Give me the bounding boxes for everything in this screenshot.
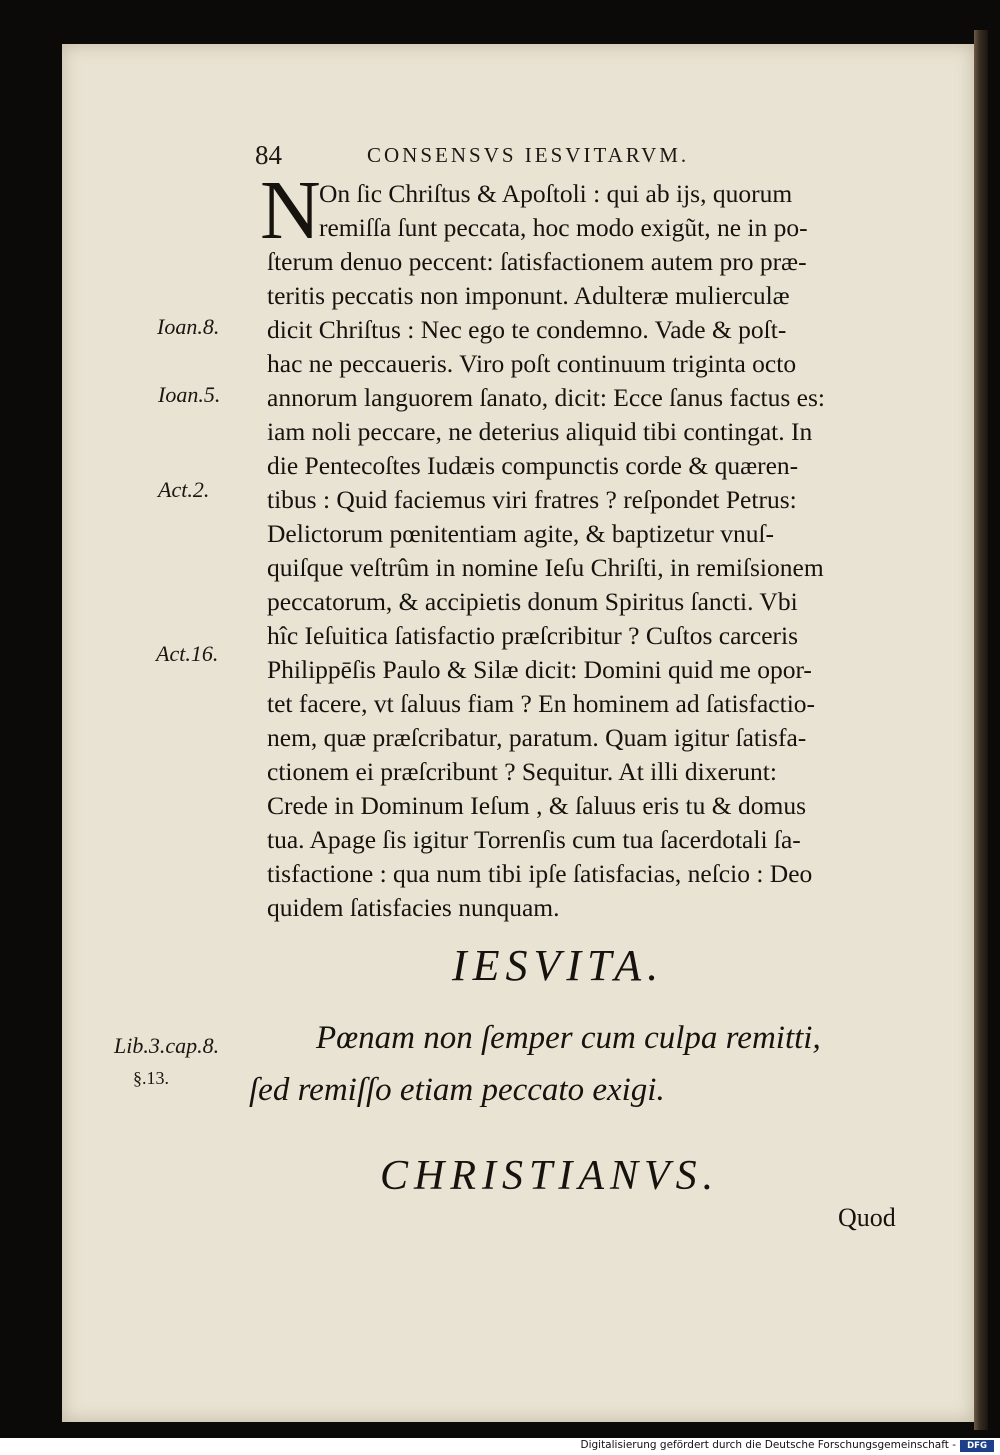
text-line: peccatorum, & accipietis donum Spiritus ſancti. Vbi [267,587,798,616]
margin-note-lib: Lib.3.cap.8. [114,1033,220,1058]
body-paragraph [260,164,927,925]
text-line: quiſque veſtrûm in nomine Ieſu Chriſti, in remiſsionem [267,553,824,582]
page-number: 84 [255,140,282,170]
text-line: teritis peccatis non imponunt. Adulteræ mulierculæ [267,281,790,310]
margin-note-ioan5: Ioan.5. [158,382,221,407]
text-line: tibus : Quid faciemus viri fratres ? reſpondet Petrus: [267,485,797,514]
text-line: annorum languorem ſanato, dicit: Ecce ſanus factus es: [267,383,825,412]
margin-note-ioan8: Ioan.8. [157,314,220,339]
running-title: CONSENSVS IESVITARVM. [367,143,690,167]
drop-cap: N [260,164,321,257]
text-line: tisfactione : qua num tibi ipſe ſatisfacias, neſcio : Deo [267,859,813,888]
jesuita-thesis-line: Pœnam non ſemper cum culpa remitti, [316,1020,821,1056]
jesuita-thesis-line: ſed remiſſo etiam peccato exigi. [249,1072,665,1108]
text-line: Philippēſis Paulo & Silæ dicit: Domini quid me opor- [267,655,812,684]
margin-note-act2: Act.2. [158,477,210,502]
dfg-logo-icon: DFG [960,1440,994,1452]
text-line: quidem ſatisfacies nunquam. [267,893,560,922]
catchword: Quod [838,1203,896,1232]
text-line: Crede in Dominum Ieſum , & ſaluus eris tu & domus [267,791,806,820]
section-heading-jesuita: IESVITA. [452,941,665,990]
footer-credit: Digitalisierung gefördert durch die Deutsche Forschungsgemeinschaft - [580,1439,956,1451]
text-line: ſterum denuo peccent: ſatisfactionem autem pro præ- [267,247,807,276]
text-line: hîc Ieſuitica ſatisfactio præſcribitur ? Cuſtos carceris [267,621,799,650]
margin-note-section: §.13. [133,1068,169,1088]
text-line: ctionem ei præſcribunt ? Sequitur. At illi dixerunt: [267,757,777,786]
text-line: remiſſa ſunt peccata, hoc modo exigũt, ne in po- [319,213,808,242]
text-line: tet facere, vt ſaluus fiam ? En hominem ad ſatisfactio- [267,689,816,718]
book-edge [974,30,988,1430]
text-line: hac ne peccaueris. Viro poſt continuum triginta octo [267,349,797,378]
text-line: nem, quæ præſcribatur, paratum. Quam igitur ſatisfa- [267,723,807,752]
margin-note-act16: Act.16. [156,641,219,666]
page-header [255,140,845,170]
text-line: On ſic Chriſtus & Apoſtoli : qui ab ijs, quorum [319,179,793,208]
section-heading-christianus: CHRISTIANVS. [380,1153,720,1199]
text-line: tua. Apage ſis igitur Torrenſis cum tua ſacerdotali ſa- [267,825,801,854]
digitization-footer [0,1438,1000,1455]
text-line: die Pentecoſtes Iudæis compunctis corde & quæren- [267,451,799,480]
text-line: iam noli peccare, ne deterius aliquid tibi contingat. In [267,417,813,446]
text-line: dicit Chriſtus : Nec ego te condemno. Vade & poſt- [267,315,787,344]
text-line: Delictorum pœnitentiam agite, & baptizetur vnuſ- [267,519,775,548]
